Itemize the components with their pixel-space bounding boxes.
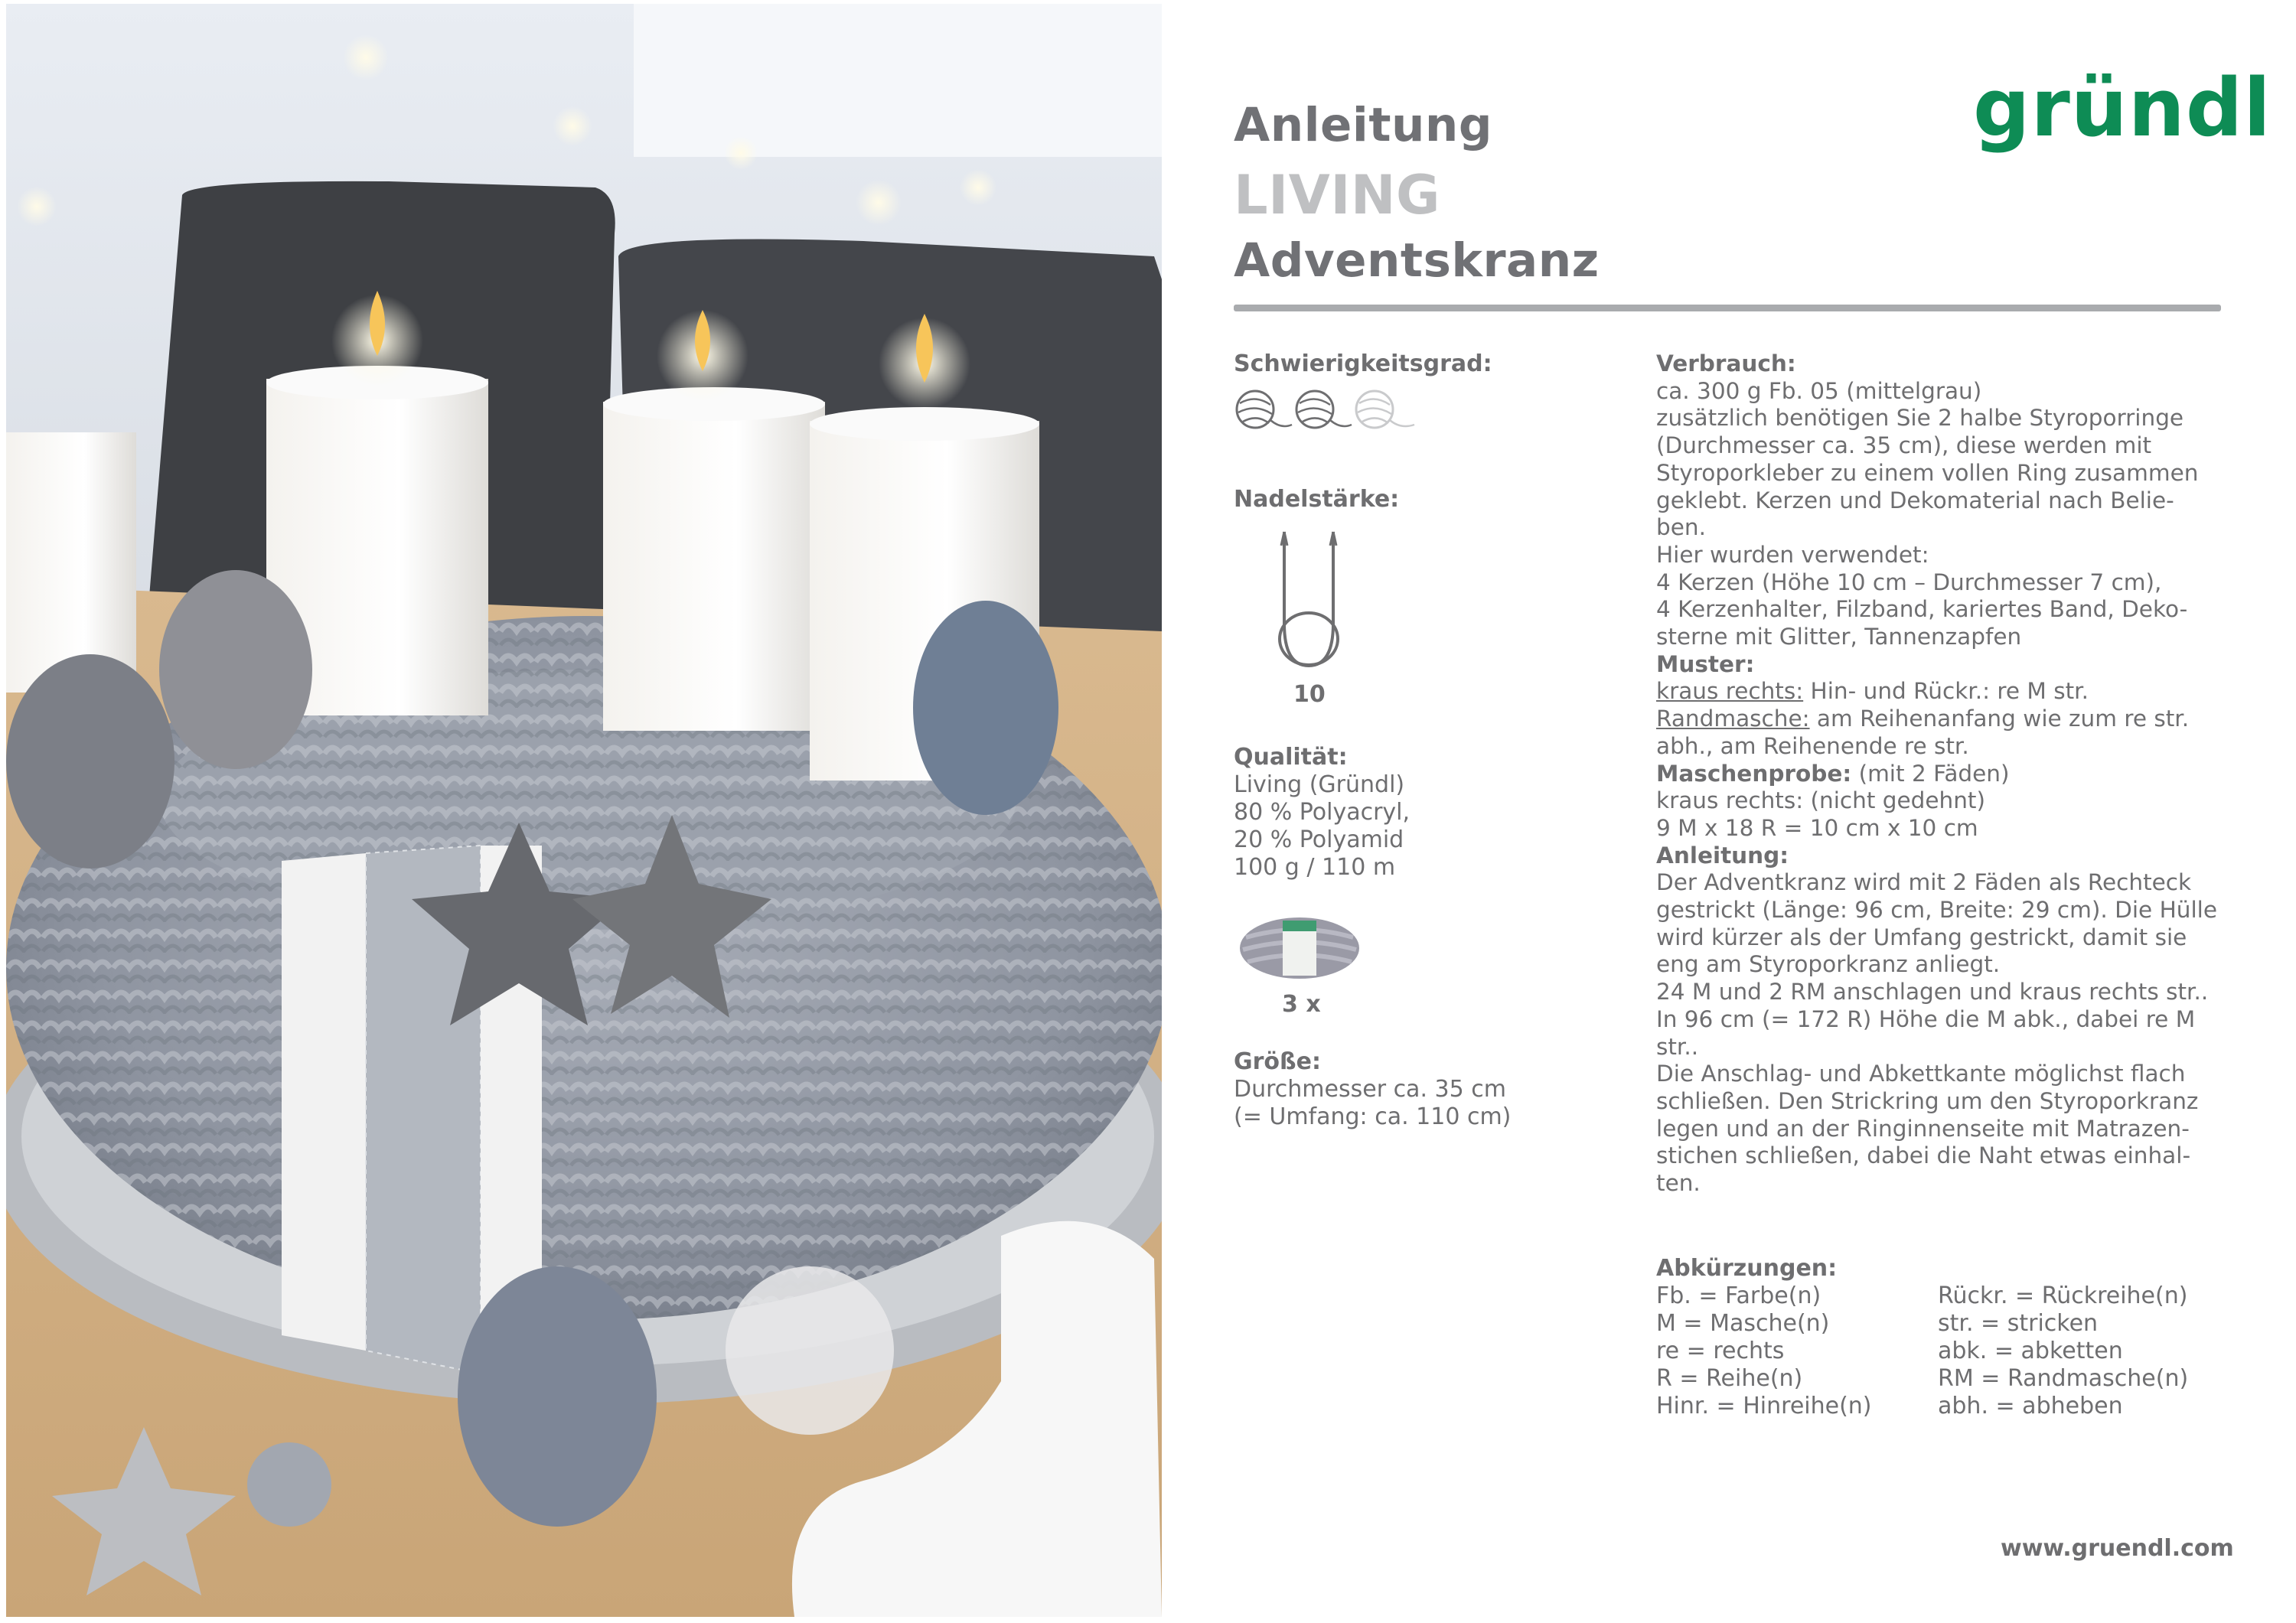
abbr-item: R = Reihe(n) <box>1656 1365 1803 1392</box>
usage-line: zusätzlich benötigen Sie 2 halbe Styroporringe <box>1656 405 2184 432</box>
quality-text <box>1234 771 1410 882</box>
pattern-rand-line <box>1656 706 2238 733</box>
gruendl-logo: gründl <box>1973 61 2272 155</box>
usage-label: Verbrauch: <box>1656 350 1796 376</box>
yarn-skein-icon <box>1238 914 1361 982</box>
instructions-line: Der Adventkranz wird mit 2 Fäden als Rechteck <box>1656 869 2192 896</box>
gauge-line: kraus rechts: (nicht gedehnt) <box>1656 787 1986 814</box>
usage-line: ca. 300 g Fb. 05 (mittelgrau) <box>1656 377 1982 404</box>
abbr-item: Fb. = Farbe(n) <box>1656 1282 1821 1309</box>
pattern-rand-text: am Reihenanfang wie zum re str. <box>1809 706 2190 732</box>
usage-line: Styroporkleber zu einem vollen Ring zusammen <box>1656 459 2199 486</box>
size-text <box>1234 1076 1511 1131</box>
usage-line: 4 Kerzenhalter, Filzband, kariertes Band, Deko- <box>1656 596 2188 623</box>
instructions-line: 24 M und 2 RM anschlagen und kraus rechts str.. <box>1656 979 2209 1005</box>
yarn-ball-icon <box>1296 391 1352 428</box>
pattern-kraus-line <box>1656 678 2238 706</box>
usage-line: geklebt. Kerzen und Dekomaterial nach Belie- <box>1656 487 2174 513</box>
advent-wreath-photo <box>6 4 1162 1617</box>
abbr-item: abk. = abketten <box>1938 1338 2123 1364</box>
instructions-line: str.. <box>1656 1033 1699 1060</box>
abbr-item: Hinr. = Hinreihe(n) <box>1656 1393 1872 1419</box>
gauge-label: Maschenprobe: <box>1656 760 1852 787</box>
instructions-line: ten. <box>1656 1170 1701 1197</box>
title-adventskranz: Adventskranz <box>1234 233 1600 288</box>
abbr-item: Rückr. = Rückreihe(n) <box>1938 1282 2188 1309</box>
instructions-line: schließen. Den Strickring um den Styroporkranz <box>1656 1087 2199 1114</box>
instructions-label: Anleitung: <box>1656 842 1789 869</box>
pattern-label: Muster: <box>1656 650 1755 677</box>
abbr-item: M = Masche(n) <box>1656 1310 1830 1337</box>
needle-size: 10 <box>1293 681 1326 708</box>
instructions-line: stichen schließen, dabei die Naht etwas einhal- <box>1656 1142 2191 1169</box>
pattern-kraus-text: Hin- und Rückr.: re M str. <box>1803 678 2089 705</box>
instructions-line: eng am Styroporkranz anliegt. <box>1656 951 2001 978</box>
abbr-item: re = rechts <box>1656 1338 1785 1364</box>
usage-line: Hier wurden verwendet: <box>1656 541 1929 568</box>
instructions-line: wird kürzer als der Umfang gestrickt, damit sie <box>1656 924 2187 950</box>
gauge-line: 9 M x 18 R = 10 cm x 10 cm <box>1656 814 1978 841</box>
gauge-suffix: (mit 2 Fäden) <box>1851 760 2010 787</box>
size-line: Durchmesser ca. 35 cm <box>1234 1076 1506 1103</box>
difficulty-rating <box>1234 386 1433 440</box>
yarn-quantity: 3 x <box>1282 991 1321 1018</box>
instructions-column <box>1656 350 2238 1198</box>
quality-line: 100 g / 110 m <box>1234 854 1396 881</box>
yarn-ball-icon <box>1356 391 1414 428</box>
header-divider <box>1234 305 2221 311</box>
abbr-label: Abkürzungen: <box>1656 1255 1838 1282</box>
abbr-item: RM = Randmasche(n) <box>1938 1365 2189 1392</box>
needle-label: Nadelstärke: <box>1234 486 1400 513</box>
abbr-column-1 <box>1656 1282 1872 1420</box>
usage-line: ben. <box>1656 514 1706 541</box>
yarn-ball-icon <box>1237 391 1292 428</box>
quality-label: Qualität: <box>1234 744 1348 771</box>
instructions-line: legen und an der Ringinnenseite mit Matrazen- <box>1656 1115 2190 1142</box>
usage-line: (Durchmesser ca. 35 cm), diese werden mit <box>1656 432 2152 459</box>
title-living: LIVING <box>1234 164 1440 227</box>
abbr-item: str. = stricken <box>1938 1310 2099 1337</box>
difficulty-label: Schwierigkeitsgrad: <box>1234 350 1492 377</box>
website-url[interactable]: www.gruendl.com <box>2001 1535 2234 1562</box>
gauge-heading <box>1656 761 2238 788</box>
pattern-rand-line2: abh., am Reihenende re str. <box>1656 732 1969 759</box>
abbr-item: abh. = abheben <box>1938 1393 2123 1419</box>
size-label: Größe: <box>1234 1048 1321 1075</box>
quality-line: 80 % Polyacryl, <box>1234 799 1411 826</box>
pattern-kraus-term: kraus rechts: <box>1656 678 1804 705</box>
quality-line: Living (Gründl) <box>1234 771 1405 798</box>
usage-line: sterne mit Glitter, Tannenzapfen <box>1656 624 2022 650</box>
abbr-column-2 <box>1938 1282 2188 1420</box>
usage-line: 4 Kerzen (Höhe 10 cm – Durchmesser 7 cm), <box>1656 569 2162 595</box>
instructions-line: gestrickt (Länge: 96 cm, Breite: 29 cm). Die Hülle <box>1656 897 2218 924</box>
knitting-needle-icon <box>1270 524 1347 685</box>
instructions-line: Die Anschlag- und Abkettkante möglichst flach <box>1656 1061 2186 1087</box>
pattern-rand-term: Randmasche: <box>1656 706 1810 732</box>
title-anleitung: Anleitung <box>1234 98 1493 152</box>
size-line: (= Umfang: ca. 110 cm) <box>1234 1103 1512 1130</box>
quality-line: 20 % Polyamid <box>1234 826 1404 853</box>
instructions-line: In 96 cm (= 172 R) Höhe die M abk., dabei re M <box>1656 1005 2196 1032</box>
photo-illustration <box>6 4 1162 1617</box>
